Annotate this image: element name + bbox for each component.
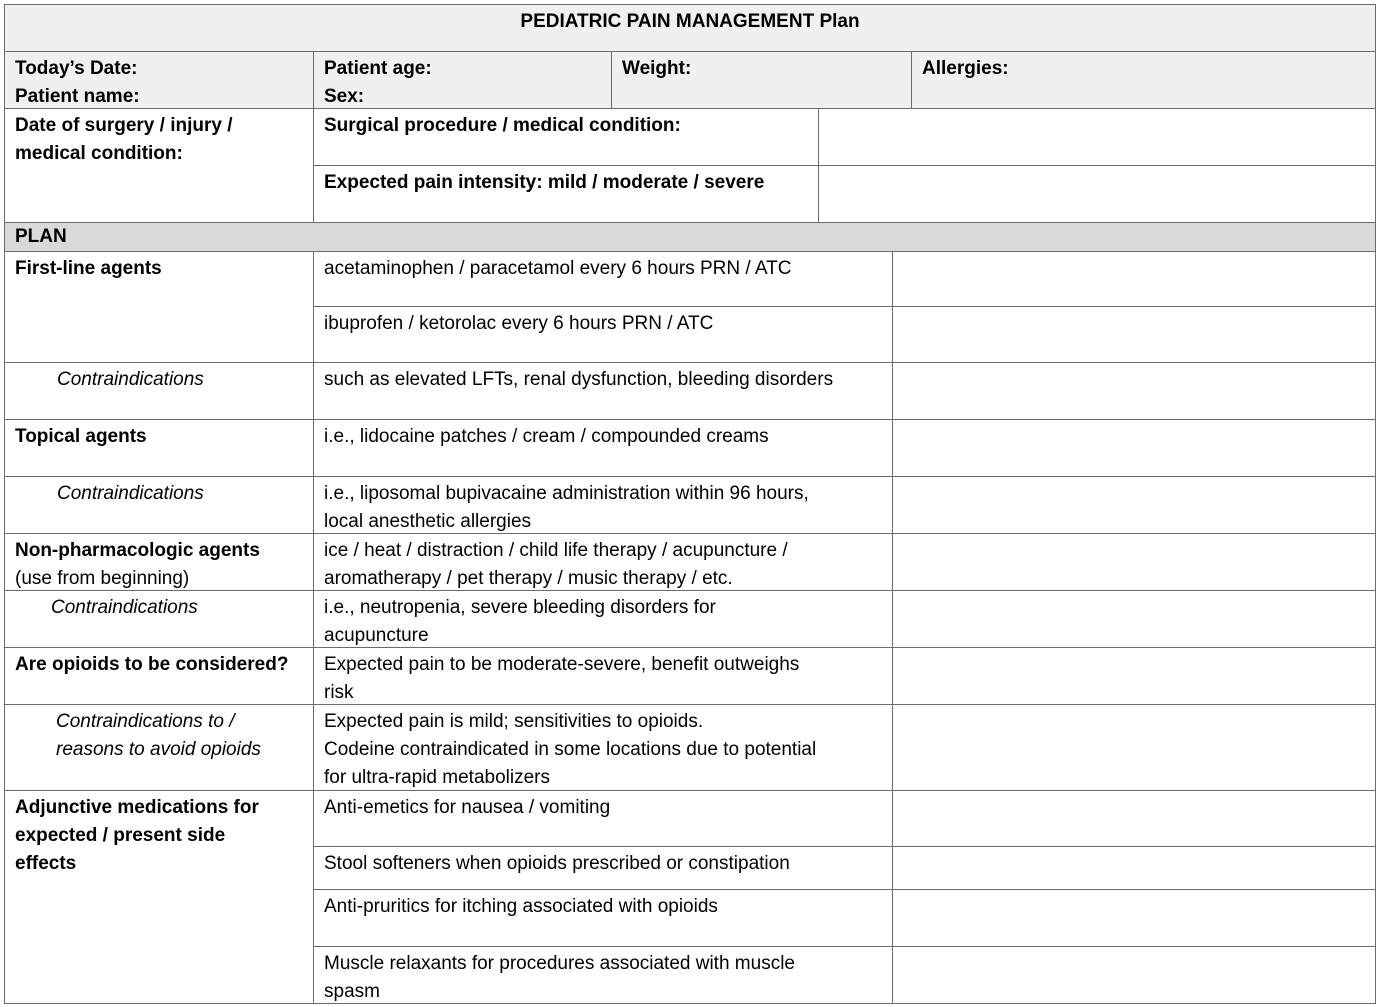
first-line-contraindications-label-cell: [4, 362, 314, 420]
first-line-contraindications-notes-input[interactable]: [892, 362, 1376, 420]
first-line-agents-label-cell: [4, 251, 314, 363]
opioid-contraindications-notes-input[interactable]: [892, 704, 1376, 791]
topical-agents-text: i.e., lidocaine patches / cream / compounded creams: [324, 426, 769, 447]
opioid-contraindications-line1: Expected pain is mild; sensitivities to opioids.: [324, 711, 704, 732]
opioid-contraindications-label-line1: Contraindications to /: [56, 711, 235, 732]
topical-agents-notes-input[interactable]: [892, 419, 1376, 477]
non-pharmacologic-line1: ice / heat / distraction / child life therapy / acupuncture /: [324, 540, 788, 561]
surgical-procedure-input[interactable]: [818, 108, 1376, 166]
ibuprofen-notes-input[interactable]: [892, 306, 1376, 363]
opioid-contraindications-cell: [313, 704, 893, 791]
adjunctive-label-line1: Adjunctive medications for: [15, 797, 259, 818]
non-pharmacologic-label: Non-pharmacologic agents: [15, 540, 260, 561]
stool-softeners-notes-input[interactable]: [892, 846, 1376, 890]
opioid-contraindications-line3: for ultra-rapid metabolizers: [324, 767, 550, 788]
topical-contraindications-line2: local anesthetic allergies: [324, 511, 532, 532]
non-pharm-contraindications-label: Contraindications: [51, 597, 198, 618]
date-of-surgery-cell[interactable]: [4, 108, 314, 223]
first-line-agents-label: First-line agents: [15, 258, 162, 279]
form-title-text: PEDIATRIC PAIN MANAGEMENT Plan: [520, 11, 860, 32]
muscle-relaxants-notes-input[interactable]: [892, 946, 1376, 1004]
opioids-cell: [313, 647, 893, 705]
non-pharm-contraindications-line2: acupuncture: [324, 625, 429, 646]
form-title: [4, 4, 1376, 52]
anti-pruritics-text: Anti-pruritics for itching associated with opioids: [324, 896, 718, 917]
topical-contraindications-label-cell: [4, 476, 314, 534]
weight-cell[interactable]: [611, 51, 912, 109]
acetaminophen-item-cell: [313, 251, 893, 307]
expected-pain-label: Expected pain intensity: mild / moderate / severe: [324, 172, 765, 193]
anti-emetics-cell: [313, 790, 893, 847]
patient-name-label: Patient name:: [15, 86, 140, 107]
date-of-surgery-label-line1: Date of surgery / injury /: [15, 115, 233, 136]
weight-label: Weight:: [622, 58, 692, 79]
opioid-contraindications-label-line2: reasons to avoid opioids: [56, 739, 261, 760]
opioids-line2: risk: [324, 682, 354, 703]
patient-age-label: Patient age:: [324, 58, 432, 79]
acetaminophen-item: acetaminophen / paracetamol every 6 hours PRN / ATC: [324, 258, 792, 279]
first-line-contraindications-text: such as elevated LFTs, renal dysfunction, bleeding disorders: [324, 369, 834, 390]
non-pharm-contraindications-cell: [313, 590, 893, 648]
non-pharm-contraindications-notes-input[interactable]: [892, 590, 1376, 648]
non-pharmacologic-notes-input[interactable]: [892, 533, 1376, 591]
plan-section-header: [4, 222, 1376, 252]
adjunctive-label-line3: effects: [15, 853, 77, 874]
ibuprofen-item: ibuprofen / ketorolac every 6 hours PRN / ATC: [324, 313, 714, 334]
stool-softeners-text: Stool softeners when opioids prescribed or constipation: [324, 853, 790, 874]
todays-date-patient-name-cell[interactable]: [4, 51, 314, 109]
muscle-relaxants-cell: [313, 946, 893, 1004]
adjunctive-label-line2: expected / present side: [15, 825, 226, 846]
opioids-label: Are opioids to be considered?: [15, 654, 289, 675]
topical-agents-label: Topical agents: [15, 426, 147, 447]
non-pharmacologic-cell: [313, 533, 893, 591]
expected-pain-label-cell: [313, 165, 819, 223]
acetaminophen-notes-input[interactable]: [892, 251, 1376, 307]
allergies-cell[interactable]: [911, 51, 1376, 109]
muscle-relaxants-line1: Muscle relaxants for procedures associated with muscle: [324, 953, 795, 974]
todays-date-label: Today’s Date:: [15, 58, 138, 79]
anti-pruritics-notes-input[interactable]: [892, 889, 1376, 947]
allergies-label: Allergies:: [922, 58, 1009, 79]
non-pharmacologic-line2: aromatherapy / pet therapy / music therapy / etc.: [324, 568, 733, 589]
opioids-notes-input[interactable]: [892, 647, 1376, 705]
anti-pruritics-cell: [313, 889, 893, 947]
anti-emetics-text: Anti-emetics for nausea / vomiting: [324, 797, 611, 818]
topical-contraindications-line1: i.e., liposomal bupivacaine administration within 96 hours,: [324, 483, 809, 504]
surgical-procedure-label: Surgical procedure / medical condition:: [324, 115, 681, 136]
topical-agents-cell: [313, 419, 893, 477]
surgical-procedure-label-cell: [313, 108, 819, 166]
topical-contraindications-notes-input[interactable]: [892, 476, 1376, 534]
muscle-relaxants-line2: spasm: [324, 981, 380, 1002]
stool-softeners-cell: [313, 846, 893, 890]
non-pharmacologic-label-cell: [4, 533, 314, 591]
opioids-label-cell: [4, 647, 314, 705]
sex-label: Sex:: [324, 86, 365, 107]
topical-agents-label-cell: [4, 419, 314, 477]
date-of-surgery-label-line2: medical condition:: [15, 143, 183, 164]
first-line-contraindications-label: Contraindications: [57, 369, 204, 390]
patient-age-sex-cell[interactable]: [313, 51, 612, 109]
first-line-contraindications-cell: [313, 362, 893, 420]
opioid-contraindications-label-cell: [4, 704, 314, 791]
opioid-contraindications-line2: Codeine contraindicated in some locations due to potential: [324, 739, 817, 760]
topical-contraindications-cell: [313, 476, 893, 534]
anti-emetics-notes-input[interactable]: [892, 790, 1376, 847]
non-pharm-contraindications-label-cell: [4, 590, 314, 648]
non-pharmacologic-sublabel: (use from beginning): [15, 568, 190, 589]
opioids-line1: Expected pain to be moderate-severe, benefit outweighs: [324, 654, 800, 675]
expected-pain-input[interactable]: [818, 165, 1376, 223]
adjunctive-label-cell: [4, 790, 314, 1004]
ibuprofen-item-cell: [313, 306, 893, 363]
non-pharm-contraindications-line1: i.e., neutropenia, severe bleeding disorders for: [324, 597, 716, 618]
topical-contraindications-label: Contraindications: [57, 483, 204, 504]
plan-header-text: PLAN: [15, 226, 67, 247]
